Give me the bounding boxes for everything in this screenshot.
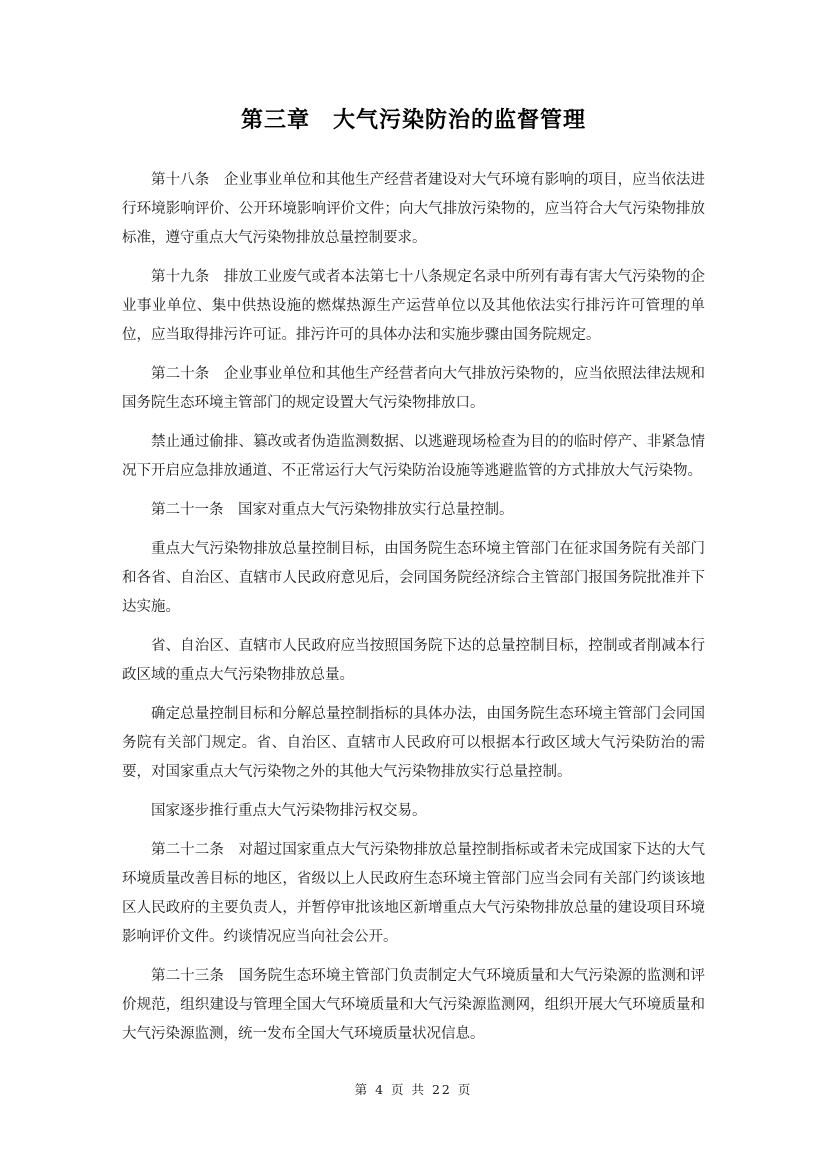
- page-footer: [0, 1080, 827, 1098]
- paragraph-article-18: 第十八条 企业事业单位和其他生产经营者建设对大气环境有影响的项目，应当依法进行环境影响评价、公开环境影响评价文件；向大气排放污染物的，应当符合大气污染物排放标准，遵守重点大气污染物排放总量控制要求。: [122, 172, 705, 246]
- document-body: [122, 166, 705, 1049]
- paragraph-article-19: 第十九条 排放工业废气或者本法第七十八条规定名录中所列有毒有害大气污染物的企业事业单位、集中供热设施的燃煤热源生产运营单位以及其他依法实行排污许可管理的单位，应当取得排污许可证。排污许可的具体办法和实施步骤由国务院规定。: [122, 269, 705, 343]
- paragraph-article-21-clause-3: 省、自治区、直辖市人民政府应当按照国务院下达的总量控制目标，控制或者削减本行政区域的重点大气污染物排放总量。: [122, 638, 705, 683]
- paragraph-article-21: 第二十一条 国家对重点大气污染物排放实行总量控制。: [151, 502, 514, 518]
- page-number-text: 第 4 页 共 22 页: [354, 1082, 473, 1097]
- paragraph-article-22: 第二十二条 对超过国家重点大气污染物排放总量控制指标或者未完成国家下达的大气环境质量改善目标的地区，省级以上人民政府生态环境主管部门应当会同有关部门约谈该地区人民政府的主要负责人，并暂停审批该地区新增重点大气污染物排放总量的建设项目环境影响评价文件。约谈情况应当向社会公开。: [122, 842, 705, 945]
- paragraph-article-21-clause-4: 确定总量控制目标和分解总量控制指标的具体办法，由国务院生态环境主管部门会同国务院有关部门规定。省、自治区、直辖市人民政府可以根据本行政区域大气污染防治的需要，对国家重点大气污染物之外的其他大气污染物排放实行总量控制。: [122, 706, 705, 780]
- paragraph-article-20: 第二十条 企业事业单位和其他生产经营者向大气排放污染物的，应当依照法律法规和国务院生态环境主管部门的规定设置大气污染物排放口。: [122, 366, 705, 411]
- paragraph-article-23: 第二十三条 国务院生态环境主管部门负责制定大气环境质量和大气污染源的监测和评价规范，组织建设与管理全国大气环境质量和大气污染源监测网，组织开展大气环境质量和大气污染源监测，统一发布全国大气环境质量状况信息。: [122, 968, 705, 1042]
- paragraph-article-21-clause-2: 重点大气污染物排放总量控制目标，由国务院生态环境主管部门在征求国务院有关部门和各省、自治区、直辖市人民政府意见后，会同国务院经济综合主管部门报国务院批准并下达实施。: [122, 541, 705, 615]
- paragraph-article-21-clause-5: 国家逐步推行重点大气污染物排污权交易。: [151, 803, 427, 819]
- paragraph-article-20-clause-2: 禁止通过偷排、篡改或者伪造监测数据、以逃避现场检查为目的的临时停产、非紧急情况下开启应急排放通道、不正常运行大气污染防治设施等逃避监管的方式排放大气污染物。: [122, 434, 705, 479]
- chapter-title: 第三章 大气污染防治的监督管理: [240, 107, 586, 132]
